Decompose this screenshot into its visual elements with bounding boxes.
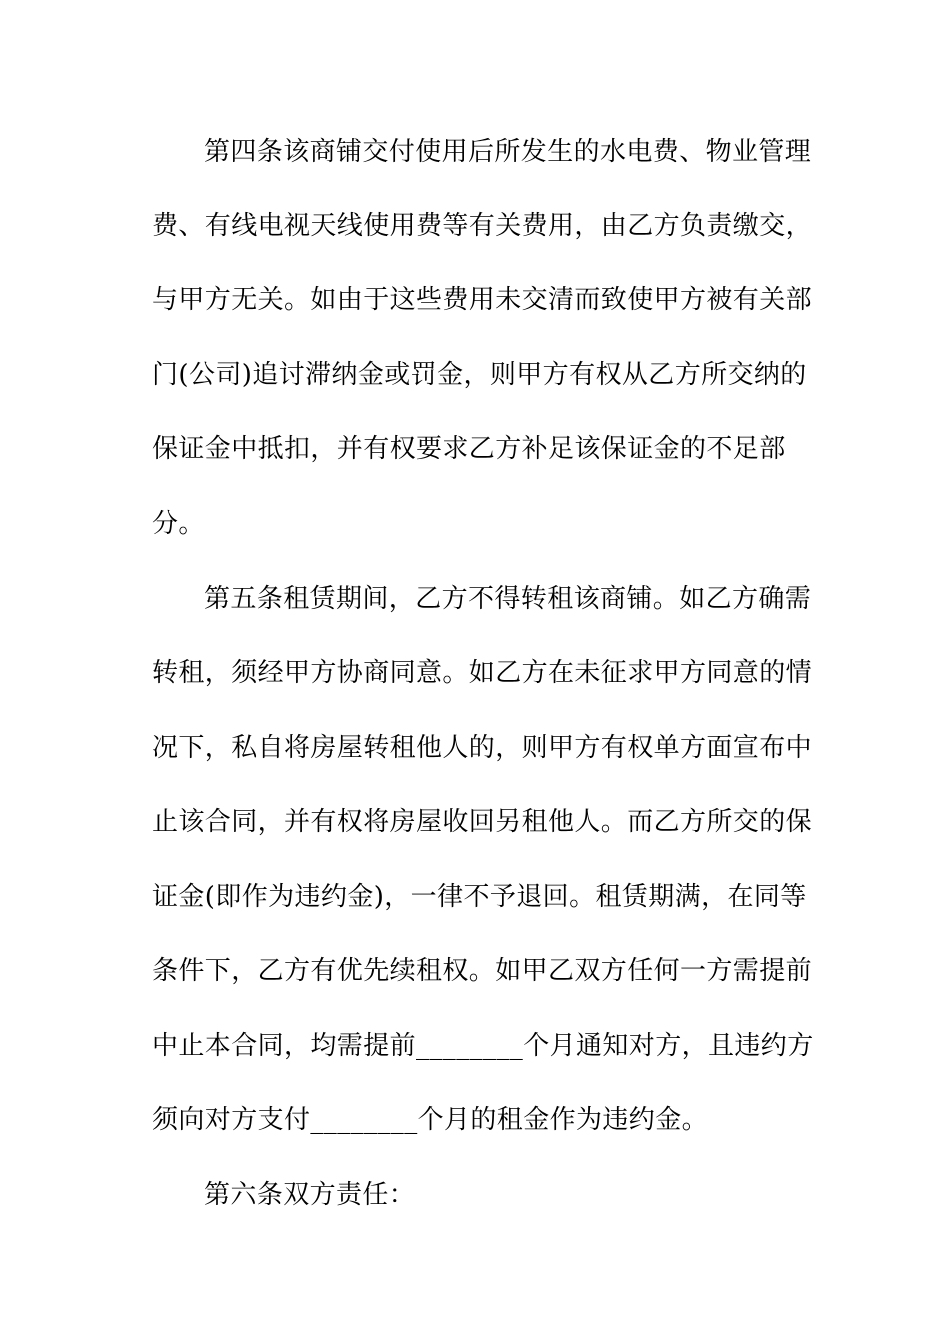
article-6-heading: 第六条双方责任：	[204, 1180, 416, 1210]
article-5-line-6: 条件下，乙方有优先续租权。如甲乙双方任何一方需提前	[152, 956, 813, 986]
article-5-line-2: 转租，须经甲方协商同意。如乙方在未征求甲方同意的情	[152, 658, 813, 688]
article-5-line-3: 况下，私自将房屋转租他人的，则甲方有权单方面宣布中	[152, 733, 813, 763]
article-4-line-4: 门(公司)追讨滞纳金或罚金，则甲方有权从乙方所交纳的	[152, 360, 807, 390]
article-5-line-1: 第五条租赁期间，乙方不得转租该商铺。如乙方确需	[204, 584, 812, 614]
article-4-line-2: 费、有线电视天线使用费等有关费用，由乙方负责缴交，	[152, 211, 813, 241]
article-5-line-8: 须向对方支付________个月的租金作为违约金。	[152, 1105, 709, 1135]
article-4-line-5: 保证金中抵扣，并有权要求乙方补足该保证金的不足部	[152, 434, 786, 464]
article-5-line-5: 证金(即作为违约金)，一律不予退回。租赁期满，在同等	[152, 882, 807, 912]
article-4-line-3: 与甲方无关。如由于这些费用未交清而致使甲方被有关部	[152, 285, 813, 315]
article-4-line-6: 分。	[152, 509, 205, 539]
article-5-line-7: 中止本合同，均需提前________个月通知对方，且违约方	[152, 1031, 814, 1061]
article-5-line-4: 止该合同，并有权将房屋收回另租他人。而乙方所交的保	[152, 807, 813, 837]
article-4-line-1: 第四条该商铺交付使用后所发生的水电费、物业管理	[204, 137, 812, 167]
